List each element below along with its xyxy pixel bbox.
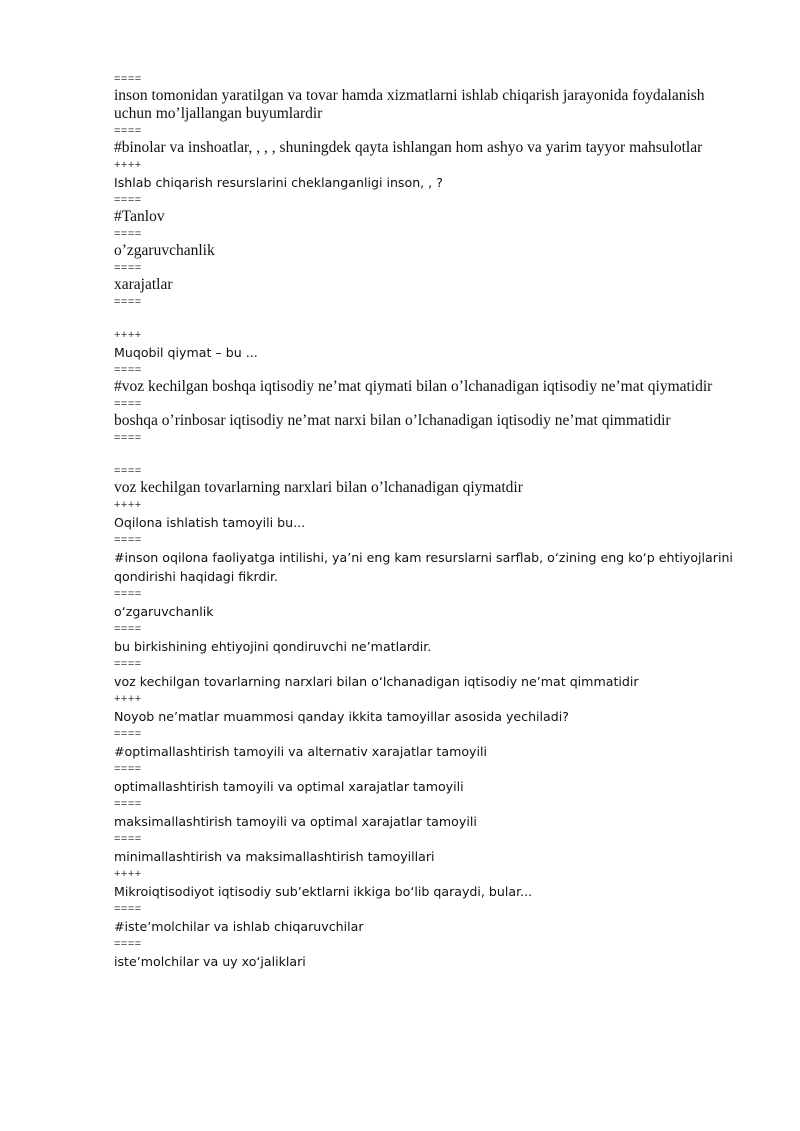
answer-separator: ==== bbox=[114, 903, 142, 915]
text-line: optimallashtirish tamoyili va optimal xarajatlar tamoyili bbox=[114, 779, 464, 794]
question-separator: ++++ bbox=[114, 693, 142, 705]
answer-text: xarajatlar bbox=[114, 276, 173, 293]
text-line: #inson oqilona faoliyatga intilishi, ya’ni eng kam resurslarni sarflab, oʻzining eng koʻp ehtiyojlarini qondirishi haqidagi fikrdir. bbox=[114, 550, 733, 584]
text-line: voz kechilgan tovarlarning narxlari bilan oʻlchanadigan iqtisodiy ne’mat qimmatidir bbox=[114, 674, 639, 689]
text-line: Noyob ne’matlar muammosi qanday ikkita tamoyillar asosida yechiladi? bbox=[114, 709, 569, 724]
answer-text: inson tomonidan yaratilgan va tovar hamda xizmatlarni ishlab chiqarish jarayonida foydalanish uchun mo’ljallangan buyumlardir bbox=[114, 87, 705, 122]
answer-separator: ==== bbox=[114, 798, 142, 810]
text-line: oʻzgaruvchanlik bbox=[114, 604, 214, 619]
text-line: isteʼmolchilar va uy xoʻjaliklari bbox=[114, 954, 306, 969]
text-line: bu birkishining ehtiyojini qondiruvchi ne’matlardir. bbox=[114, 639, 432, 654]
text-line: Mikroiqtisodiyot iqtisodiy subʼektlarni ikkiga boʻlib qaraydi, bular... bbox=[114, 884, 533, 899]
answer-separator: ==== bbox=[114, 398, 142, 410]
answer-separator: ==== bbox=[114, 728, 142, 740]
question-separator: ++++ bbox=[114, 499, 142, 511]
text-line: Ishlab chiqarish resurslarini cheklanganligi inson, , ? bbox=[114, 175, 443, 190]
answer-text: voz kechilgan tovarlarning narxlari bilan o’lchanadigan qiymatdir bbox=[114, 479, 523, 496]
text-line: #optimallashtirish tamoyili va alternativ xarajatlar tamoyili bbox=[114, 744, 487, 759]
text-line: #isteʼmolchilar va ishlab chiqaruvchilar bbox=[114, 919, 364, 934]
answer-separator: ==== bbox=[114, 296, 142, 308]
text-line: maksimallashtirish tamoyili va optimal xarajatlar tamoyili bbox=[114, 814, 477, 829]
answer-separator: ==== bbox=[114, 763, 142, 775]
answer-text: #Tanlov bbox=[114, 208, 165, 225]
blank-line bbox=[114, 446, 744, 466]
answer-separator: ==== bbox=[114, 432, 142, 444]
answer-separator: ==== bbox=[114, 623, 142, 635]
text-line: Oqilona ishlatish tamoyili bu... bbox=[114, 515, 306, 530]
answer-separator: ==== bbox=[114, 194, 142, 206]
text-line: minimallashtirish va maksimallashtirish tamoyillari bbox=[114, 849, 435, 864]
question-separator: ++++ bbox=[114, 868, 142, 880]
blank-line bbox=[114, 310, 744, 330]
answer-text: #binolar va inshoatlar, , , , shuningdek qayta ishlangan hom ashyo va yarim tayyor mahsulotlar bbox=[114, 139, 703, 156]
answer-separator: ==== bbox=[114, 364, 142, 376]
answer-separator: ==== bbox=[114, 833, 142, 845]
answer-separator: ==== bbox=[114, 588, 142, 600]
answer-separator: ==== bbox=[114, 228, 142, 240]
answer-separator: ==== bbox=[114, 938, 142, 950]
answer-separator: ==== bbox=[114, 658, 142, 670]
answer-separator: ==== bbox=[114, 465, 142, 477]
answer-separator: ==== bbox=[114, 73, 142, 85]
question-separator: ++++ bbox=[114, 159, 142, 171]
answer-text: #voz kechilgan boshqa iqtisodiy ne’mat qiymati bilan o’lchanadigan iqtisodiy ne’mat qiymatidir bbox=[114, 378, 713, 395]
document-body bbox=[114, 74, 744, 974]
answer-text: boshqa o’rinbosar iqtisodiy ne’mat narxi bilan o’lchanadigan iqtisodiy ne’mat qimmatidir bbox=[114, 412, 671, 429]
text-line: Muqobil qiymat – bu ... bbox=[114, 345, 258, 360]
answer-separator: ==== bbox=[114, 534, 142, 546]
answer-text: o’zgaruvchanlik bbox=[114, 242, 215, 259]
question-separator: ++++ bbox=[114, 329, 142, 341]
answer-separator: ==== bbox=[114, 125, 142, 137]
answer-separator: ==== bbox=[114, 262, 142, 274]
